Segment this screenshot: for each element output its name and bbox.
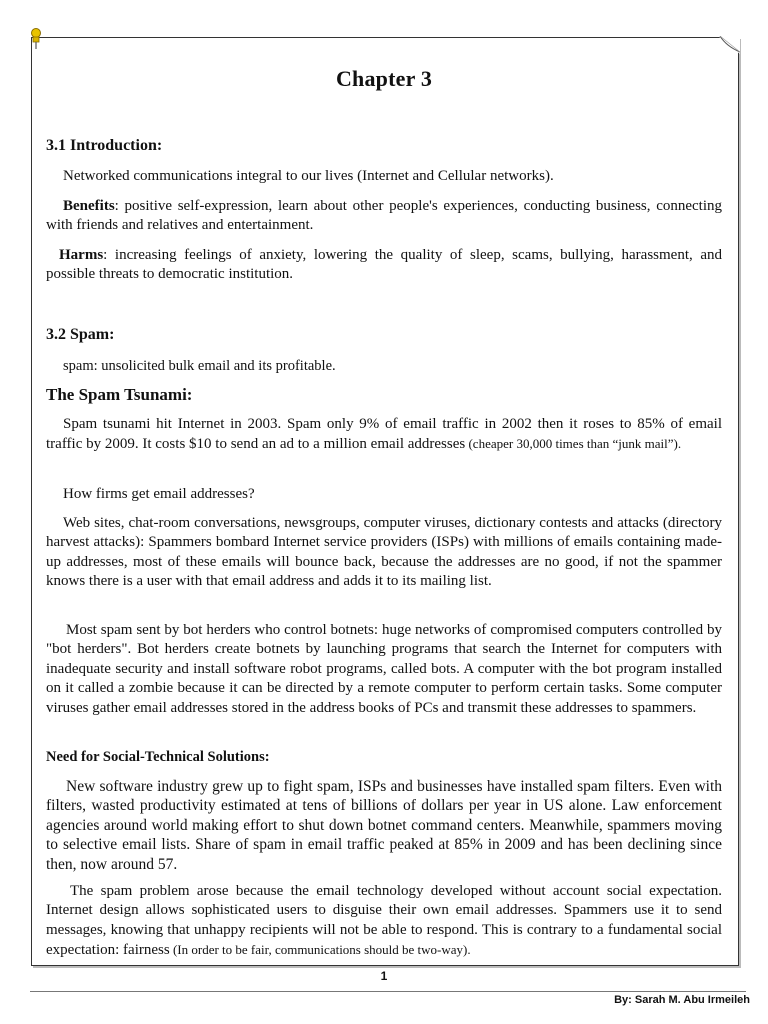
benefits-label: Benefits [63,198,115,214]
benefits-paragraph [46,197,722,236]
tsunami-note: (cheaper 30,000 times than “junk mail”). [465,436,682,452]
tsunami-text: Spam tsunami hit Internet in 2003. Spam only 9% of email traffic in 2002 then it roses to 85% of email traffic by 2009. It costs $10 to send an ad to a million email addresses [46,416,722,453]
spam-definition: spam: unsolicited bulk email and its profitable. [63,358,336,374]
page-number: 1 [380,969,388,983]
harms-paragraph [46,246,722,285]
harms-label: Harms [59,247,104,263]
section-heading-spam: 3.2 Spam: [46,326,115,343]
final-text: The spam problem arose because the email technology developed without account social expectation. Internet design allows sophisticated users to disguise their own email addresses. Spammers use it to send messages, knowing that unhappy recipients will not be able to respond. This is contrary to a fundamental social expectation: fairness [46,883,722,959]
tsunami-paragraph [46,415,722,455]
author-credit: By: Sarah M. Abu Irmeileh [614,994,750,1006]
pushpin-icon [29,28,43,50]
section-heading-introduction: 3.1 Introduction: [46,137,163,154]
subheading-social-technical: Need for Social-Technical Solutions: [46,749,270,765]
harms-text: : increasing feelings of anxiety, lowering the quality of sleep, scams, bullying, harassment, and possible threats to democratic institution. [46,247,722,283]
email-question: How firms get email addresses? [63,486,255,502]
footer-divider [30,991,746,992]
sources-paragraph: Web sites, chat-room conversations, newsgroups, computer viruses, dictionary contests and attacks (directory harvest attacks): Spammers bombard Internet service providers (ISPs) with millions of emails containing made-up addresses, most of these emails will bounce back, because the addresses are no good, if not the spammer knows there is a user with that email address and adds it to its mailing list. [46,515,722,590]
social-paragraph: New software industry grew up to fight spam, ISPs and businesses have installed spam filters. Even with filters, wasted productivity estimated at tens of billions of dollars per year in US alone. Law enforcement agencies around world making effort to shut down botnet command centers. Meanwhile, spammers moving to selective email lists. Share of spam in email traffic peaked at 85% in 2009 and has been declining since then, now around 57. [46,778,722,873]
final-paragraph [46,882,722,961]
page-curl-icon [718,36,740,54]
intro-paragraph: Networked communications integral to our lives (Internet and Cellular networks). [63,168,554,184]
subheading-spam-tsunami: The Spam Tsunami: [46,385,193,404]
page-title: Chapter 3 [335,66,433,91]
benefits-text: : positive self-expression, learn about other people's experiences, conducting business, connecting with friends and relatives and entertainment. [46,198,722,234]
botnet-paragraph: Most spam sent by bot herders who control botnets: huge networks of compromised computers controlled by "bot herders". Bot herders create botnets by launching programs that search the Internet for computers with inadequate security and install software robot programs, called bots. A computer with the bot program installed on it called a zombie because it can be directed by a remote computer to perform certain tasks. Some computer viruses gather email addresses stored in the address books of PCs and transmit these addresses to spammers. [46,622,722,716]
final-note: (In order to be fair, communications should be two-way). [169,942,471,958]
